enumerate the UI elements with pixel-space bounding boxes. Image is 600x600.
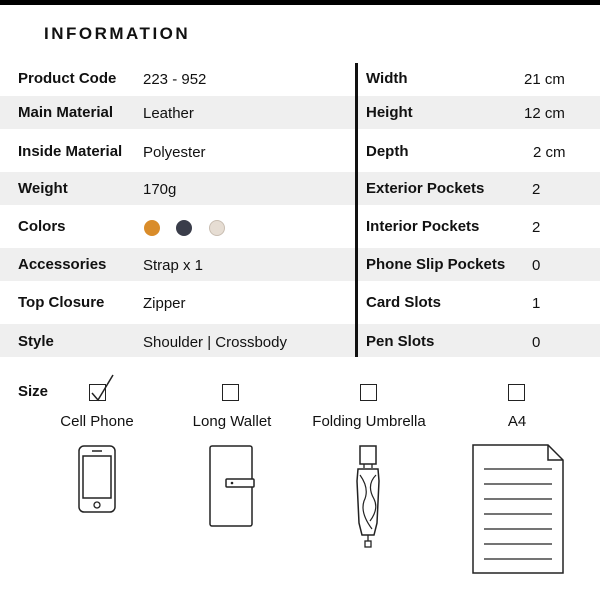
spec-label-interior-pockets: Interior Pockets — [366, 218, 480, 235]
spec-value-style: Shoulder | Crossbody — [143, 334, 287, 351]
spec-value-height: 12 cm — [524, 105, 565, 122]
spec-label-main-material: Main Material — [18, 104, 114, 121]
column-divider — [355, 63, 358, 357]
size-checkbox-folding-umbrella[interactable] — [360, 384, 377, 401]
size-label-cell-phone: Cell Phone — [60, 413, 134, 430]
spec-value-top-closure: Zipper — [143, 295, 186, 312]
spec-value-main-material: Leather — [143, 105, 194, 122]
spec-value-phone-slip-pockets: 0 — [532, 257, 541, 274]
row-stripe — [0, 324, 600, 357]
size-checkbox-long-wallet[interactable] — [222, 384, 239, 401]
spec-value-depth: 2 cm — [533, 144, 566, 161]
spec-label-width: Width — [366, 70, 408, 87]
color-swatch-orange[interactable] — [144, 220, 160, 236]
spec-value-product-code: 223 - 952 — [143, 71, 207, 88]
spec-label-card-slots: Card Slots — [366, 294, 442, 311]
spec-value-accessories: Strap x 1 — [143, 257, 204, 274]
size-checkbox-cell-phone[interactable] — [89, 384, 106, 401]
spec-label-height: Height — [366, 104, 413, 121]
size-label-long-wallet: Long Wallet — [192, 413, 272, 430]
row-stripe — [0, 172, 600, 205]
spec-value-interior-pockets: 2 — [532, 219, 541, 236]
spec-label-colors: Colors — [18, 218, 66, 235]
spec-label-depth: Depth — [366, 143, 409, 160]
long-wallet-icon — [208, 445, 256, 527]
size-label-a4: A4 — [507, 413, 527, 430]
checkmark-icon — [90, 371, 116, 403]
spec-label-inside-material: Inside Material — [18, 143, 123, 160]
spec-value-card-slots: 1 — [532, 295, 541, 312]
spec-label-top-closure: Top Closure — [18, 294, 105, 311]
top-border — [0, 0, 600, 5]
size-checkbox-a4[interactable] — [508, 384, 525, 401]
spec-label-accessories: Accessories — [18, 256, 107, 273]
spec-label-style: Style — [18, 333, 54, 350]
spec-value-weight: 170g — [143, 181, 177, 198]
size-label-folding-umbrella: Folding Umbrella — [312, 413, 426, 430]
spec-value-exterior-pockets: 2 — [532, 181, 541, 198]
spec-label-exterior-pockets: Exterior Pockets — [366, 180, 485, 197]
spec-value-pen-slots: 0 — [532, 334, 541, 351]
spec-label-phone-slip-pockets: Phone Slip Pockets — [366, 256, 506, 273]
spec-value-width: 21 cm — [524, 71, 565, 88]
cell-phone-icon — [78, 445, 116, 513]
folding-umbrella-icon — [352, 445, 384, 549]
color-swatch-beige[interactable] — [209, 220, 225, 236]
spec-label-weight: Weight — [18, 180, 68, 197]
spec-label-pen-slots: Pen Slots — [366, 333, 435, 350]
color-swatch-navy[interactable] — [176, 220, 192, 236]
spec-label-product-code: Product Code — [18, 70, 117, 87]
section-title: INFORMATION — [44, 24, 191, 43]
spec-value-inside-material: Polyester — [143, 144, 206, 161]
size-heading: Size — [18, 383, 49, 400]
a4-paper-icon — [472, 444, 564, 574]
